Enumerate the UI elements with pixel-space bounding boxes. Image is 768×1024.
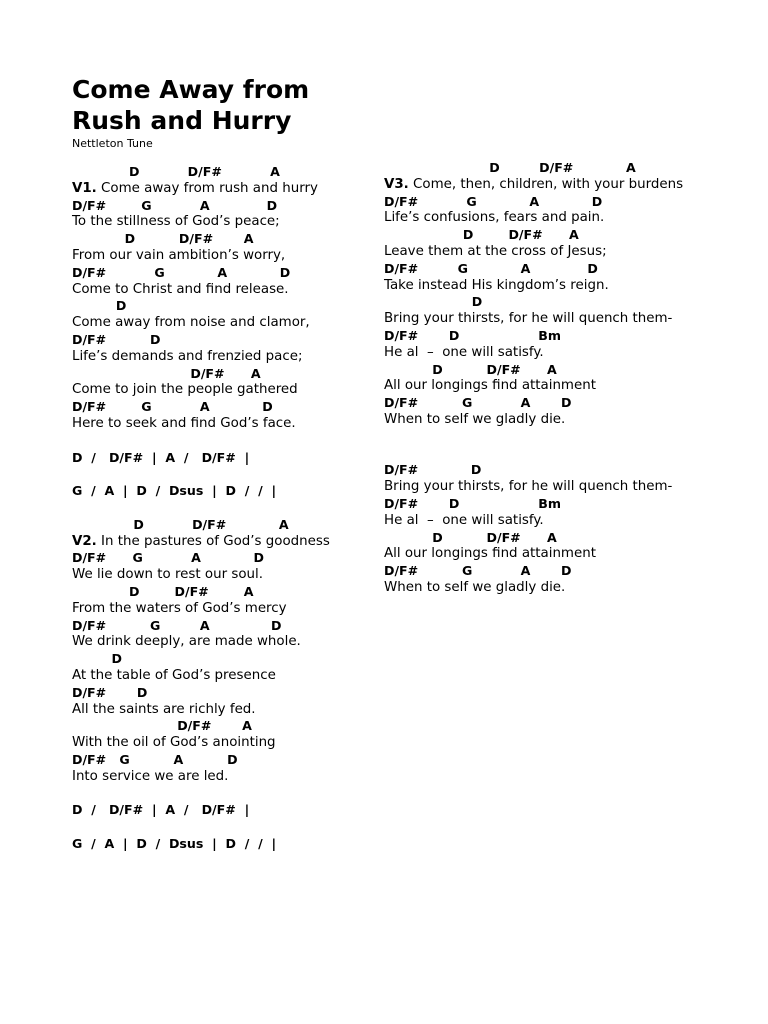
lyric-text: Into service we are led. xyxy=(72,768,229,784)
lyric-line xyxy=(384,345,724,362)
chord-line: D xyxy=(72,651,122,667)
lyric-text: Leave them at the cross of Jesus; xyxy=(384,243,607,259)
lyric-line xyxy=(384,244,724,261)
lyric-text: In the pastures of God’s goodness xyxy=(96,533,330,549)
lyric-text: Come, then, children, with your burdens xyxy=(408,176,684,192)
chord-line: D/F# G A D xyxy=(72,550,264,566)
lyric-line xyxy=(384,311,724,328)
lyric-line xyxy=(72,702,412,719)
chord-line: D/F# G A D xyxy=(72,751,238,767)
lyric-line xyxy=(72,315,412,332)
chord-line: D / D/F# | A / D/F# | xyxy=(72,449,250,465)
chord-line: D/F# G A D xyxy=(72,617,282,633)
lyric-text: To the stillness of God’s peace; xyxy=(72,214,280,230)
chord-line: D/F# G A D xyxy=(72,264,291,280)
lyric-text: With the oil of God’s anointing xyxy=(72,735,276,751)
lyric-text: Come to join the people gathered xyxy=(72,382,298,398)
chord-line: D xyxy=(72,298,127,314)
lyric-line xyxy=(72,248,412,265)
lyric-text: Bring your thirsts, for he will quench them- xyxy=(384,311,673,327)
chord-line: D/F# G A D xyxy=(384,563,572,579)
verse-label: V3. xyxy=(384,176,409,192)
chord-line: D D/F# A xyxy=(384,227,579,243)
chord-line: D xyxy=(384,294,483,310)
lyric-line xyxy=(72,534,412,551)
lyric-line xyxy=(384,278,724,295)
song-title xyxy=(72,74,309,136)
blank-line xyxy=(72,433,412,450)
lyric-line xyxy=(72,735,412,752)
lyric-line xyxy=(384,580,724,597)
chord-line: G / A | D / Dsus | D / / | xyxy=(72,483,277,499)
lyric-line xyxy=(72,668,412,685)
blank-line xyxy=(72,819,412,836)
blank-line xyxy=(72,500,412,517)
lyric-text: Come to Christ and find release. xyxy=(72,281,289,297)
song-title-line-2: Rush and Hurry xyxy=(72,106,292,135)
chord-line: D / D/F# | A / D/F# | xyxy=(72,802,250,818)
blank-line xyxy=(72,785,412,802)
lyric-line xyxy=(72,282,412,299)
lyric-text: Life’s confusions, fears and pain. xyxy=(384,210,605,226)
lyric-line xyxy=(72,567,412,584)
lyric-line xyxy=(72,634,412,651)
chord-line: D D/F# A xyxy=(72,164,280,179)
chord-line: D D/F# A xyxy=(72,516,289,532)
chord-line: D/F# G A D xyxy=(384,260,598,276)
chord-line: D/F# D Bm xyxy=(384,327,561,343)
lyric-line xyxy=(384,513,724,530)
lyric-text: When to self we gladly die. xyxy=(384,411,566,427)
chord-line: D/F# G A D xyxy=(72,197,278,213)
lyric-text: Take instead His kingdom’s reign. xyxy=(384,277,609,293)
lyric-line xyxy=(384,378,724,395)
chord-line: G / A | D / Dsus | D / / | xyxy=(72,835,277,851)
lyric-line xyxy=(384,177,724,194)
lyric-line xyxy=(72,601,412,618)
lyric-line xyxy=(72,416,412,433)
lyric-text: From the waters of God’s mercy xyxy=(72,600,287,616)
lyric-text: Come away from rush and hurry xyxy=(96,180,318,196)
lyric-text: When to self we gladly die. xyxy=(384,579,566,595)
lyric-line xyxy=(72,214,412,231)
chord-line: D D/F# A xyxy=(384,160,636,175)
chord-line: D/F# G A D xyxy=(384,193,603,209)
lyric-text: He al – one will satisfy. xyxy=(384,344,544,360)
lyric-text: Come away from noise and clamor, xyxy=(72,315,310,331)
chord-line: D D/F# A xyxy=(384,361,557,377)
chord-line: D/F# A xyxy=(72,718,252,734)
lyric-line xyxy=(384,546,724,563)
lyric-line xyxy=(72,181,412,198)
tune-name: Nettleton Tune xyxy=(72,137,153,150)
blank-line xyxy=(384,429,724,446)
lyric-text: Here to seek and find God’s face. xyxy=(72,415,296,431)
verse-label: V2. xyxy=(72,533,97,549)
lyric-line xyxy=(384,479,724,496)
chord-line: D/F# D Bm xyxy=(384,495,561,511)
lyric-line xyxy=(72,769,412,786)
lyric-text: We lie down to rest our soul. xyxy=(72,567,263,583)
lyric-text: All the saints are richly fed. xyxy=(72,701,256,717)
lyric-line xyxy=(72,382,412,399)
lyric-line xyxy=(384,412,724,429)
lyric-text: He al – one will satisfy. xyxy=(384,512,544,528)
left-column xyxy=(72,164,412,853)
right-column xyxy=(384,160,724,597)
lyric-text: All our longings find attainment xyxy=(384,378,596,394)
chord-line: D/F# D xyxy=(72,684,148,700)
chord-line: D D/F# A xyxy=(384,529,557,545)
lyric-line xyxy=(72,349,412,366)
blank-line xyxy=(384,446,724,463)
chord-line: D/F# G A D xyxy=(384,395,572,411)
lyric-text: Bring your thirsts, for he will quench them- xyxy=(384,479,673,495)
chord-line: D/F# G A D xyxy=(72,399,273,415)
lyric-text: All our longings find attainment xyxy=(384,546,596,562)
song-title-line-1: Come Away from xyxy=(72,75,310,104)
chord-line: D D/F# A xyxy=(72,231,254,247)
lyric-text: From our vain ambition’s worry, xyxy=(72,247,286,263)
lyric-text: At the table of God’s presence xyxy=(72,667,276,683)
chord-line: D D/F# A xyxy=(72,583,254,599)
blank-line xyxy=(72,466,412,483)
chord-line: D/F# D xyxy=(72,331,161,347)
lyric-text: We drink deeply, are made whole. xyxy=(72,634,301,650)
lyric-line xyxy=(384,210,724,227)
lyric-text: Life’s demands and frenzied pace; xyxy=(72,348,303,364)
chord-line: D/F# A xyxy=(72,365,261,381)
verse-label: V1. xyxy=(72,180,97,196)
chord-line: D/F# D xyxy=(384,462,482,478)
